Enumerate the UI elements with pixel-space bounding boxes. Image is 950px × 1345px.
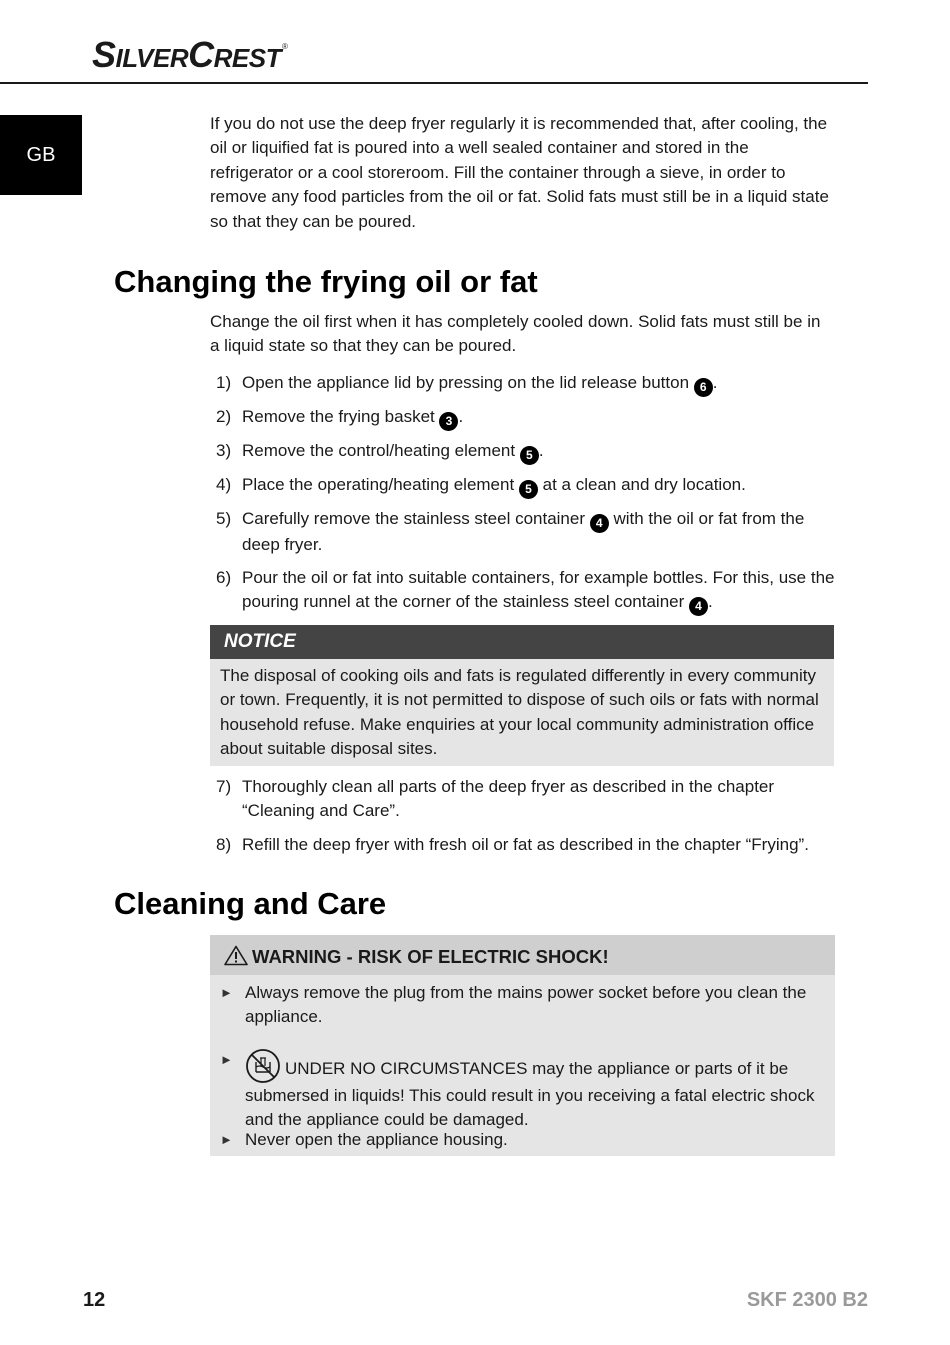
component-badge: 3 [439,412,458,431]
step-number: 4) [216,475,232,494]
step-number: 5) [216,509,232,528]
notice-title: NOTICE [210,625,834,659]
brand-logo: SILVERCREST® [92,34,288,75]
list-item-step-8: 8) Refill the deep fryer with fresh oil or fat as described in the chapter “Frying”. [216,833,856,857]
list-item-step-4: 4) Place the operating/heating element 5 at a clean and dry location. [216,473,836,499]
component-badge: 5 [519,480,538,499]
section-heading-cleaning: Cleaning and Care [114,886,387,921]
warning-item: ► UNDER NO CIRCUMSTANCES may the appliance or parts of it be submersed in liquids! This could result in you receiving a fatal electric shock and the appliance could be damaged. [220,1048,828,1133]
step-number: 7) [216,777,232,796]
notice-text: The disposal of cooking oils and fats is regulated differently in every community or town. Frequently, it is not permitted to dispose of such oils or fats with normal household refuse. Make enquiries at your local community administration office about suitable disposal sites. [210,659,834,766]
list-item-step-5: 5) Carefully remove the stainless steel container 4 with the oil or fat from the deep fryer. [216,509,805,554]
component-badge: 5 [520,446,539,465]
list-item-step-6: 6) Pour the oil or fat into suitable containers, for example bottles. For this, use the pouring runnel at the corner of the stainless steel container 4 . [216,566,836,616]
page-number: 12 [83,1289,106,1311]
component-badge: 6 [694,378,713,397]
bullet-arrow-icon: ► [220,1052,233,1067]
component-badge: 4 [689,597,708,616]
list-item-step-2: 2) Remove the frying basket 3 . [216,405,836,431]
section-lead: Change the oil first when it has completely cooled down. Solid fats must still be in a liquid state so that they can be poured. [210,312,821,356]
warning-title-bar [210,935,835,975]
bullet-arrow-icon: ► [220,1132,233,1147]
warning-item: ► Never open the appliance housing. [220,1128,828,1152]
header-rule [0,82,868,84]
section-heading-changing-oil: Changing the frying oil or fat [114,264,538,299]
list-item-step-7: 7) Thoroughly clean all parts of the deep fryer as described in the chapter “Cleaning and Care”. [216,777,775,821]
do-not-immerse-icon [245,1048,281,1084]
list-item-step-1: 1) Open the appliance lid by pressing on the lid release button 6 . [216,371,836,397]
warning-title: WARNING - RISK OF ELECTRIC SHOCK! [252,946,609,967]
warning-triangle-icon [224,945,248,966]
component-badge: 4 [590,514,609,533]
step-number: 6) [216,568,232,587]
step-number: 3) [216,441,232,460]
language-tab [0,115,82,195]
step-number: 8) [216,835,232,854]
model-number: SKF 2300 B2 [746,1289,868,1311]
bullet-arrow-icon: ► [220,985,233,1000]
step-number: 2) [216,407,232,426]
language-label: GB [26,143,56,166]
warning-item: ► Always remove the plug from the mains power socket before you clean the appliance. [220,983,807,1027]
step-number: 1) [216,373,232,392]
intro-paragraph: If you do not use the deep fryer regularly it is recommended that, after cooling, the oil or liquified fat is poured into a well sealed container and stored in the refrigerator or a cool storeroom. Fill the container through a sieve, in order to remove any food particles from the oil or fat. Solid fats must still be in a liquid state so that they can be poured. [210,114,829,231]
list-item-step-3: 3) Remove the control/heating element 5 . [216,439,836,465]
